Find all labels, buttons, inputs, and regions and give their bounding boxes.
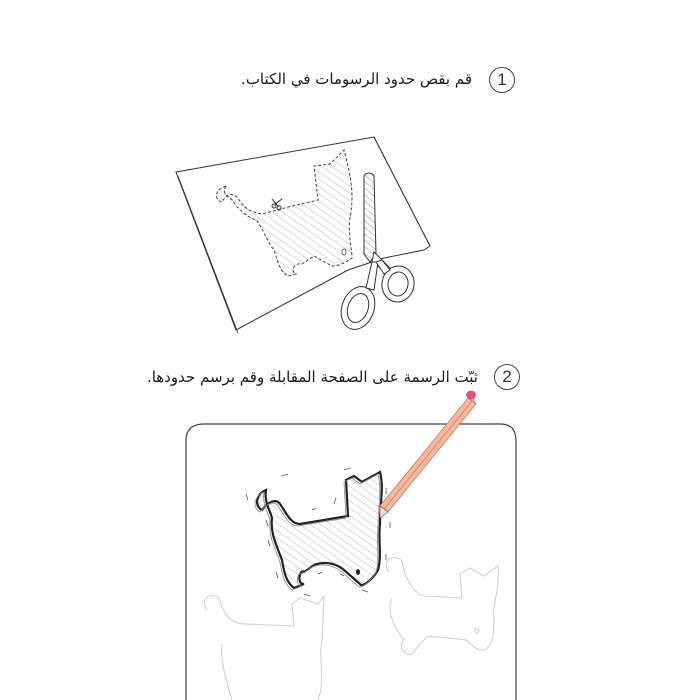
faint-traced-cats xyxy=(204,557,498,700)
step-2-number-badge: 2 xyxy=(494,364,520,390)
step-2-caption: ثبّت الرسمة على الصفحة المقابلة وقم برسم حدودها. xyxy=(146,368,478,386)
step-1-number-badge: 1 xyxy=(489,67,515,93)
step-1-caption: قم بقص حدود الرسومات في الكتاب. xyxy=(241,70,472,88)
cat-stencil xyxy=(255,472,382,590)
pencil-icon xyxy=(380,391,476,518)
